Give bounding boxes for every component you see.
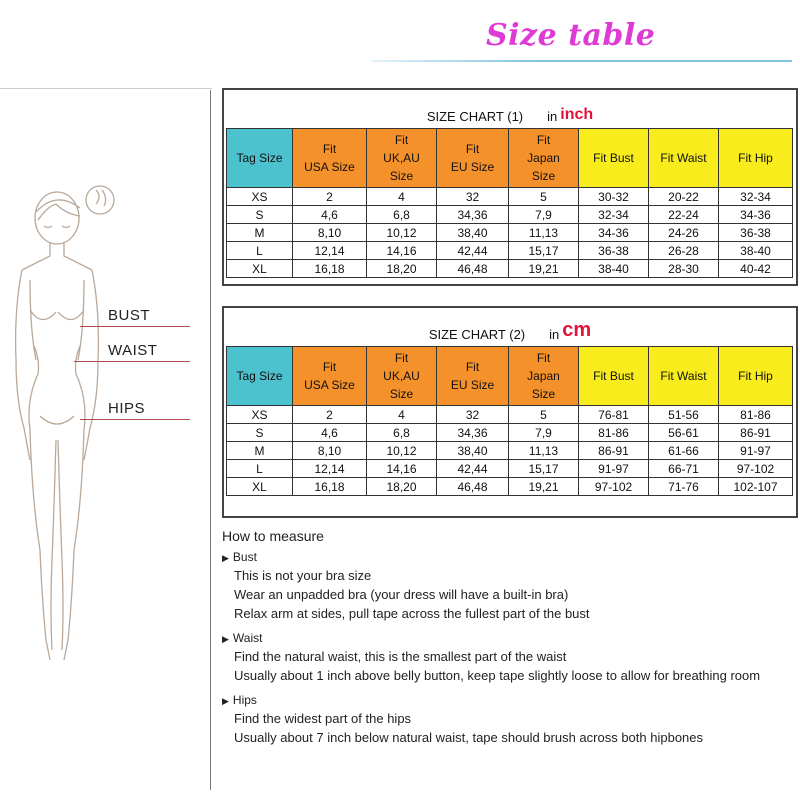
table-cell: 12,14 (293, 242, 367, 260)
table-cell: 51-56 (649, 406, 719, 424)
table-cell: 16,18 (293, 478, 367, 496)
body-figure-illustration (0, 160, 200, 680)
bust-line (80, 326, 190, 327)
triangle-bullet-icon: ▶ (222, 553, 229, 563)
table-cell: 34-36 (719, 206, 793, 224)
table-cell: 34,36 (437, 206, 509, 224)
hips-label: HIPS (108, 400, 146, 417)
chart-title: SIZE CHART (1) (426, 109, 524, 124)
unit-label: inch (560, 106, 594, 123)
table-cell: 8,10 (293, 224, 367, 242)
bust-section-title: ▶ Bust (222, 550, 257, 564)
instruction-line: Find the natural waist, this is the smallest part of the waist (234, 649, 567, 664)
table-cell: 46,48 (437, 260, 509, 278)
table-cell: 15,17 (509, 460, 579, 478)
size-table (226, 128, 793, 278)
table-cell: 46,48 (437, 478, 509, 496)
table-cell: 42,44 (437, 460, 509, 478)
table-cell: 36-38 (579, 242, 649, 260)
vertical-divider (210, 90, 211, 790)
table-cell: 36-38 (719, 224, 793, 242)
instruction-line: Relax arm at sides, pull tape across the fullest part of the bust (234, 606, 590, 621)
table-cell: 34-36 (579, 224, 649, 242)
table-cell: 97-102 (579, 478, 649, 496)
table-row (227, 478, 793, 496)
table-cell: 22-24 (649, 206, 719, 224)
table-cell: 18,20 (367, 260, 437, 278)
table-cell: 2 (293, 188, 367, 206)
table-cell: 38-40 (579, 260, 649, 278)
size-chart-inch (222, 88, 798, 286)
column-header: Fit EU Size (437, 347, 509, 406)
table-cell: 19,21 (509, 478, 579, 496)
table-cell: 38,40 (437, 442, 509, 460)
column-header: Fit UK,AU Size (367, 129, 437, 188)
table-cell: 4 (367, 188, 437, 206)
unit-prefix: in (547, 109, 558, 124)
column-header: Fit Waist (649, 347, 719, 406)
body-outline-icon (0, 160, 200, 680)
table-cell: 18,20 (367, 478, 437, 496)
top-divider (0, 88, 212, 89)
table-cell: 19,21 (509, 260, 579, 278)
table-cell: 26-28 (649, 242, 719, 260)
waist-section-title: ▶ Waist (222, 631, 263, 645)
column-header: Tag Size (227, 129, 293, 188)
table-cell: 24-26 (649, 224, 719, 242)
table-cell: 91-97 (579, 460, 649, 478)
table-cell: 71-76 (649, 478, 719, 496)
table-cell: 28-30 (649, 260, 719, 278)
table-cell: S (227, 424, 293, 442)
table-cell: 86-91 (719, 424, 793, 442)
instruction-line: Usually about 1 inch above belly button, keep tape slightly loose to allow for breathing room (234, 668, 761, 683)
table-cell: 102-107 (719, 478, 793, 496)
table-cell: 7,9 (509, 424, 579, 442)
table-cell: 5 (509, 406, 579, 424)
table-row (227, 442, 793, 460)
table-cell: 34,36 (437, 424, 509, 442)
table-cell: 56-61 (649, 424, 719, 442)
measuring-instructions (222, 528, 760, 745)
table-cell: M (227, 442, 293, 460)
column-header: Fit Japan Size (509, 347, 579, 406)
unit-label: cm (562, 319, 592, 341)
size-table (226, 346, 793, 496)
table-cell: S (227, 206, 293, 224)
table-cell: L (227, 460, 293, 478)
column-header: Fit Hip (719, 129, 793, 188)
instructions-heading: How to measure (222, 528, 324, 544)
triangle-bullet-icon: ▶ (222, 696, 229, 706)
table-cell: 91-97 (719, 442, 793, 460)
table-cell: 15,17 (509, 242, 579, 260)
table-cell: L (227, 242, 293, 260)
triangle-bullet-icon: ▶ (222, 634, 229, 644)
table-cell: 32 (437, 188, 509, 206)
table-row (227, 460, 793, 478)
instruction-line: Find the widest part of the hips (234, 711, 412, 726)
table-row (227, 206, 793, 224)
table-cell: 8,10 (293, 442, 367, 460)
header-row (227, 129, 793, 188)
table-row (227, 260, 793, 278)
table-row (227, 188, 793, 206)
bust-label: BUST (108, 307, 151, 324)
waist-label: WAIST (108, 342, 158, 359)
column-header: Fit Japan Size (509, 129, 579, 188)
table-cell: XS (227, 188, 293, 206)
hips-line (80, 419, 190, 420)
table-cell: 66-71 (649, 460, 719, 478)
table-cell: XL (227, 260, 293, 278)
table-cell: 42,44 (437, 242, 509, 260)
table-cell: XL (227, 478, 293, 496)
table-row (227, 424, 793, 442)
table-cell: 16,18 (293, 260, 367, 278)
table-cell: 6,8 (367, 424, 437, 442)
title-underline (372, 60, 792, 62)
table-cell: 2 (293, 406, 367, 424)
table-cell: 10,12 (367, 224, 437, 242)
table-cell: 81-86 (719, 406, 793, 424)
table-row (227, 406, 793, 424)
instruction-line: This is not your bra size (234, 568, 372, 583)
table-cell: 32-34 (719, 188, 793, 206)
table-cell: 30-32 (579, 188, 649, 206)
column-header: Fit USA Size (293, 347, 367, 406)
column-header: Fit EU Size (437, 129, 509, 188)
chart-heading (224, 308, 796, 346)
table-cell: 38-40 (719, 242, 793, 260)
table-cell: 7,9 (509, 206, 579, 224)
page-title: Size table (486, 18, 656, 53)
table-cell: 10,12 (367, 442, 437, 460)
table-cell: 4,6 (293, 424, 367, 442)
table-row (227, 224, 793, 242)
table-cell: 32 (437, 406, 509, 424)
instruction-line: Wear an unpadded bra (your dress will have a built-in bra) (234, 587, 569, 602)
table-cell: 14,16 (367, 460, 437, 478)
size-chart-cm (222, 306, 798, 518)
table-cell: 97-102 (719, 460, 793, 478)
table-cell: 40-42 (719, 260, 793, 278)
table-cell: 86-91 (579, 442, 649, 460)
unit-prefix: in (549, 327, 560, 342)
table-cell: 76-81 (579, 406, 649, 424)
chart-title: SIZE CHART (2) (428, 327, 526, 342)
column-header: Fit UK,AU Size (367, 347, 437, 406)
table-cell: 4 (367, 406, 437, 424)
table-cell: 20-22 (649, 188, 719, 206)
table-row (227, 242, 793, 260)
table-cell: 38,40 (437, 224, 509, 242)
table-cell: 11,13 (509, 442, 579, 460)
table-cell: 61-66 (649, 442, 719, 460)
column-header: Fit Waist (649, 129, 719, 188)
table-cell: 6,8 (367, 206, 437, 224)
column-header: Fit Bust (579, 129, 649, 188)
table-cell: 11,13 (509, 224, 579, 242)
table-cell: 81-86 (579, 424, 649, 442)
chart-heading (224, 90, 796, 128)
table-cell: 12,14 (293, 460, 367, 478)
table-cell: 4,6 (293, 206, 367, 224)
table-cell: 14,16 (367, 242, 437, 260)
column-header: Tag Size (227, 347, 293, 406)
table-cell: 32-34 (579, 206, 649, 224)
waist-line (74, 361, 190, 362)
hips-section-title: ▶ Hips (222, 693, 257, 707)
table-cell: M (227, 224, 293, 242)
column-header: Fit USA Size (293, 129, 367, 188)
instruction-line: Usually about 7 inch below natural waist, tape should brush across both hipbones (234, 730, 704, 745)
column-header: Fit Bust (579, 347, 649, 406)
table-cell: XS (227, 406, 293, 424)
column-header: Fit Hip (719, 347, 793, 406)
table-cell: 5 (509, 188, 579, 206)
header-row (227, 347, 793, 406)
